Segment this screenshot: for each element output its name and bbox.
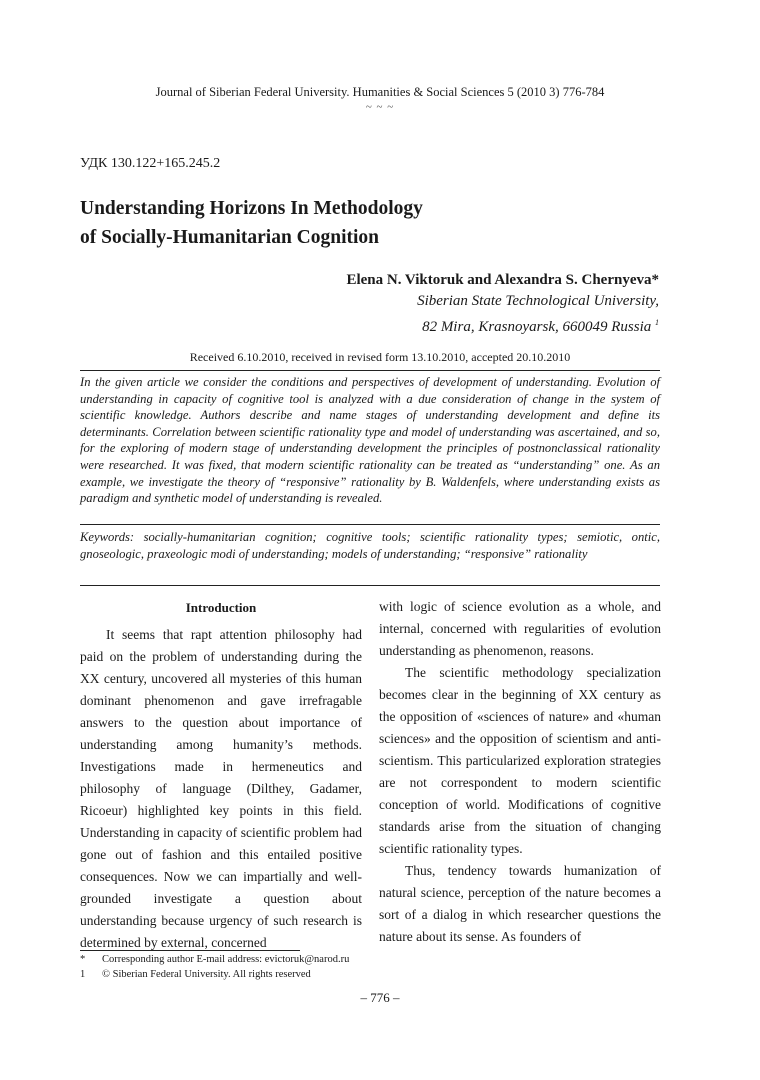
body-paragraph: It seems that rapt attention philosophy had paid on the problem of understanding during the XX century, uncovered all mysteries of this human dominant phenomenon and gave irrefragable answers to the question about importance of understanding among humanity’s methods. Investigations made in hermeneutics and philosophy of language (Dilthey, Gadamer, Ricoeur) highlighted key points in this field. Understanding in capacity of scientific problem had gone out of fashion and this entailed positive consequences. Now we can impartially and well-grounded investigate a question about understanding because urgency of such research is determined by external, concerned [80, 627, 362, 950]
body-column-left [80, 596, 362, 954]
article-title [80, 194, 680, 252]
footnote-mark: 1 [80, 969, 86, 980]
page-number: – 776 – [360, 990, 400, 1005]
author-names: Elena N. Viktoruk and Alexandra S. Chernyeva* [346, 272, 659, 288]
abstract-top-rule [80, 370, 660, 371]
keywords [80, 529, 660, 562]
received-dates: Received 6.10.2010, received in revised form 13.10.2010, accepted 20.10.2010 [189, 350, 571, 364]
body-column-right [379, 596, 661, 948]
body-paragraph: The scientific methodology specialization becomes clear in the beginning of XX century as the opposition of «sciences of nature» and «human sciences» and the opposition of scientism and anti-scientism. This particularized exploration strategies are not correspondent to modern scientific conception of world. Modifications of cognitive standards arise from the situation of changing scientific rationality types. [379, 665, 661, 856]
footnote-item [80, 967, 349, 982]
affiliation-line-2 [346, 312, 659, 338]
abstract: In the given article we consider the conditions and perspectives of development of understanding. Evolution of understanding in capacity of cognitive tool is analyzed with a due consideration of change in the system of scientific knowledge. Authors describe and name stages of understanding development and define its determinants. Correlation between scientific rationality type and model of understanding was ascertained, and so, for the exploring of modern stage of understanding development the principles of postnonclassical rationality were researched. It was fixed, that modern scientific rationality can be treated as “understanding” one. As an example, we investigate the theory of “responsive” rationality by B. Waldenfels, where understanding exists as paradigm and synthetic model of understanding is revealed. [80, 375, 660, 506]
section-heading: Introduction [185, 600, 257, 615]
body-paragraph: with logic of science evolution as a whole, and internal, concerned with regularities of evolution understanding as phenomenon, reasons. [379, 599, 661, 658]
body-paragraph: Thus, tendency towards humanization of natural science, perception of the nature becomes a sort of a dialog in which researcher questions the nature about its sense. As founders of [379, 863, 661, 944]
footnote-text: Corresponding author E-mail address: evictoruk@narod.ru [102, 954, 350, 965]
footnotes [80, 952, 349, 982]
journal-header: Journal of Siberian Federal University. Humanities & Social Sciences 5 (2010 3) 776-784 [155, 85, 605, 99]
footnote-item [80, 952, 349, 967]
footnote-text: © Siberian Federal University. All rights reserved [102, 969, 311, 980]
keywords-bottom-rule [80, 585, 660, 586]
abstract-keywords-rule [80, 524, 660, 525]
author-block [346, 270, 659, 338]
footnote-mark: * [80, 954, 86, 965]
affiliation-address: 82 Mira, Krasnoyarsk, 660049 Russia [422, 319, 652, 335]
footnote-rule [80, 950, 300, 951]
title-line-2: of Socially-Humanitarian Cognition [80, 227, 380, 248]
keywords-text: socially-humanitarian cognition; cognitive tools; scientific rationality types; semiotic, ontic, gnoseologic, praxeologic modi of understanding; models of understanding; “responsive” rationality [80, 530, 660, 561]
title-line-1: Understanding Horizons In Methodology [80, 198, 423, 219]
affiliation-footnote-mark: 1 [655, 318, 659, 327]
keywords-label: Keywords: [80, 530, 135, 544]
udc-code: УДК 130.122+165.245.2 [80, 156, 221, 171]
header-ornament: ~ ~ ~ [365, 101, 395, 113]
affiliation-line-1: Siberian State Technological University, [417, 293, 659, 309]
